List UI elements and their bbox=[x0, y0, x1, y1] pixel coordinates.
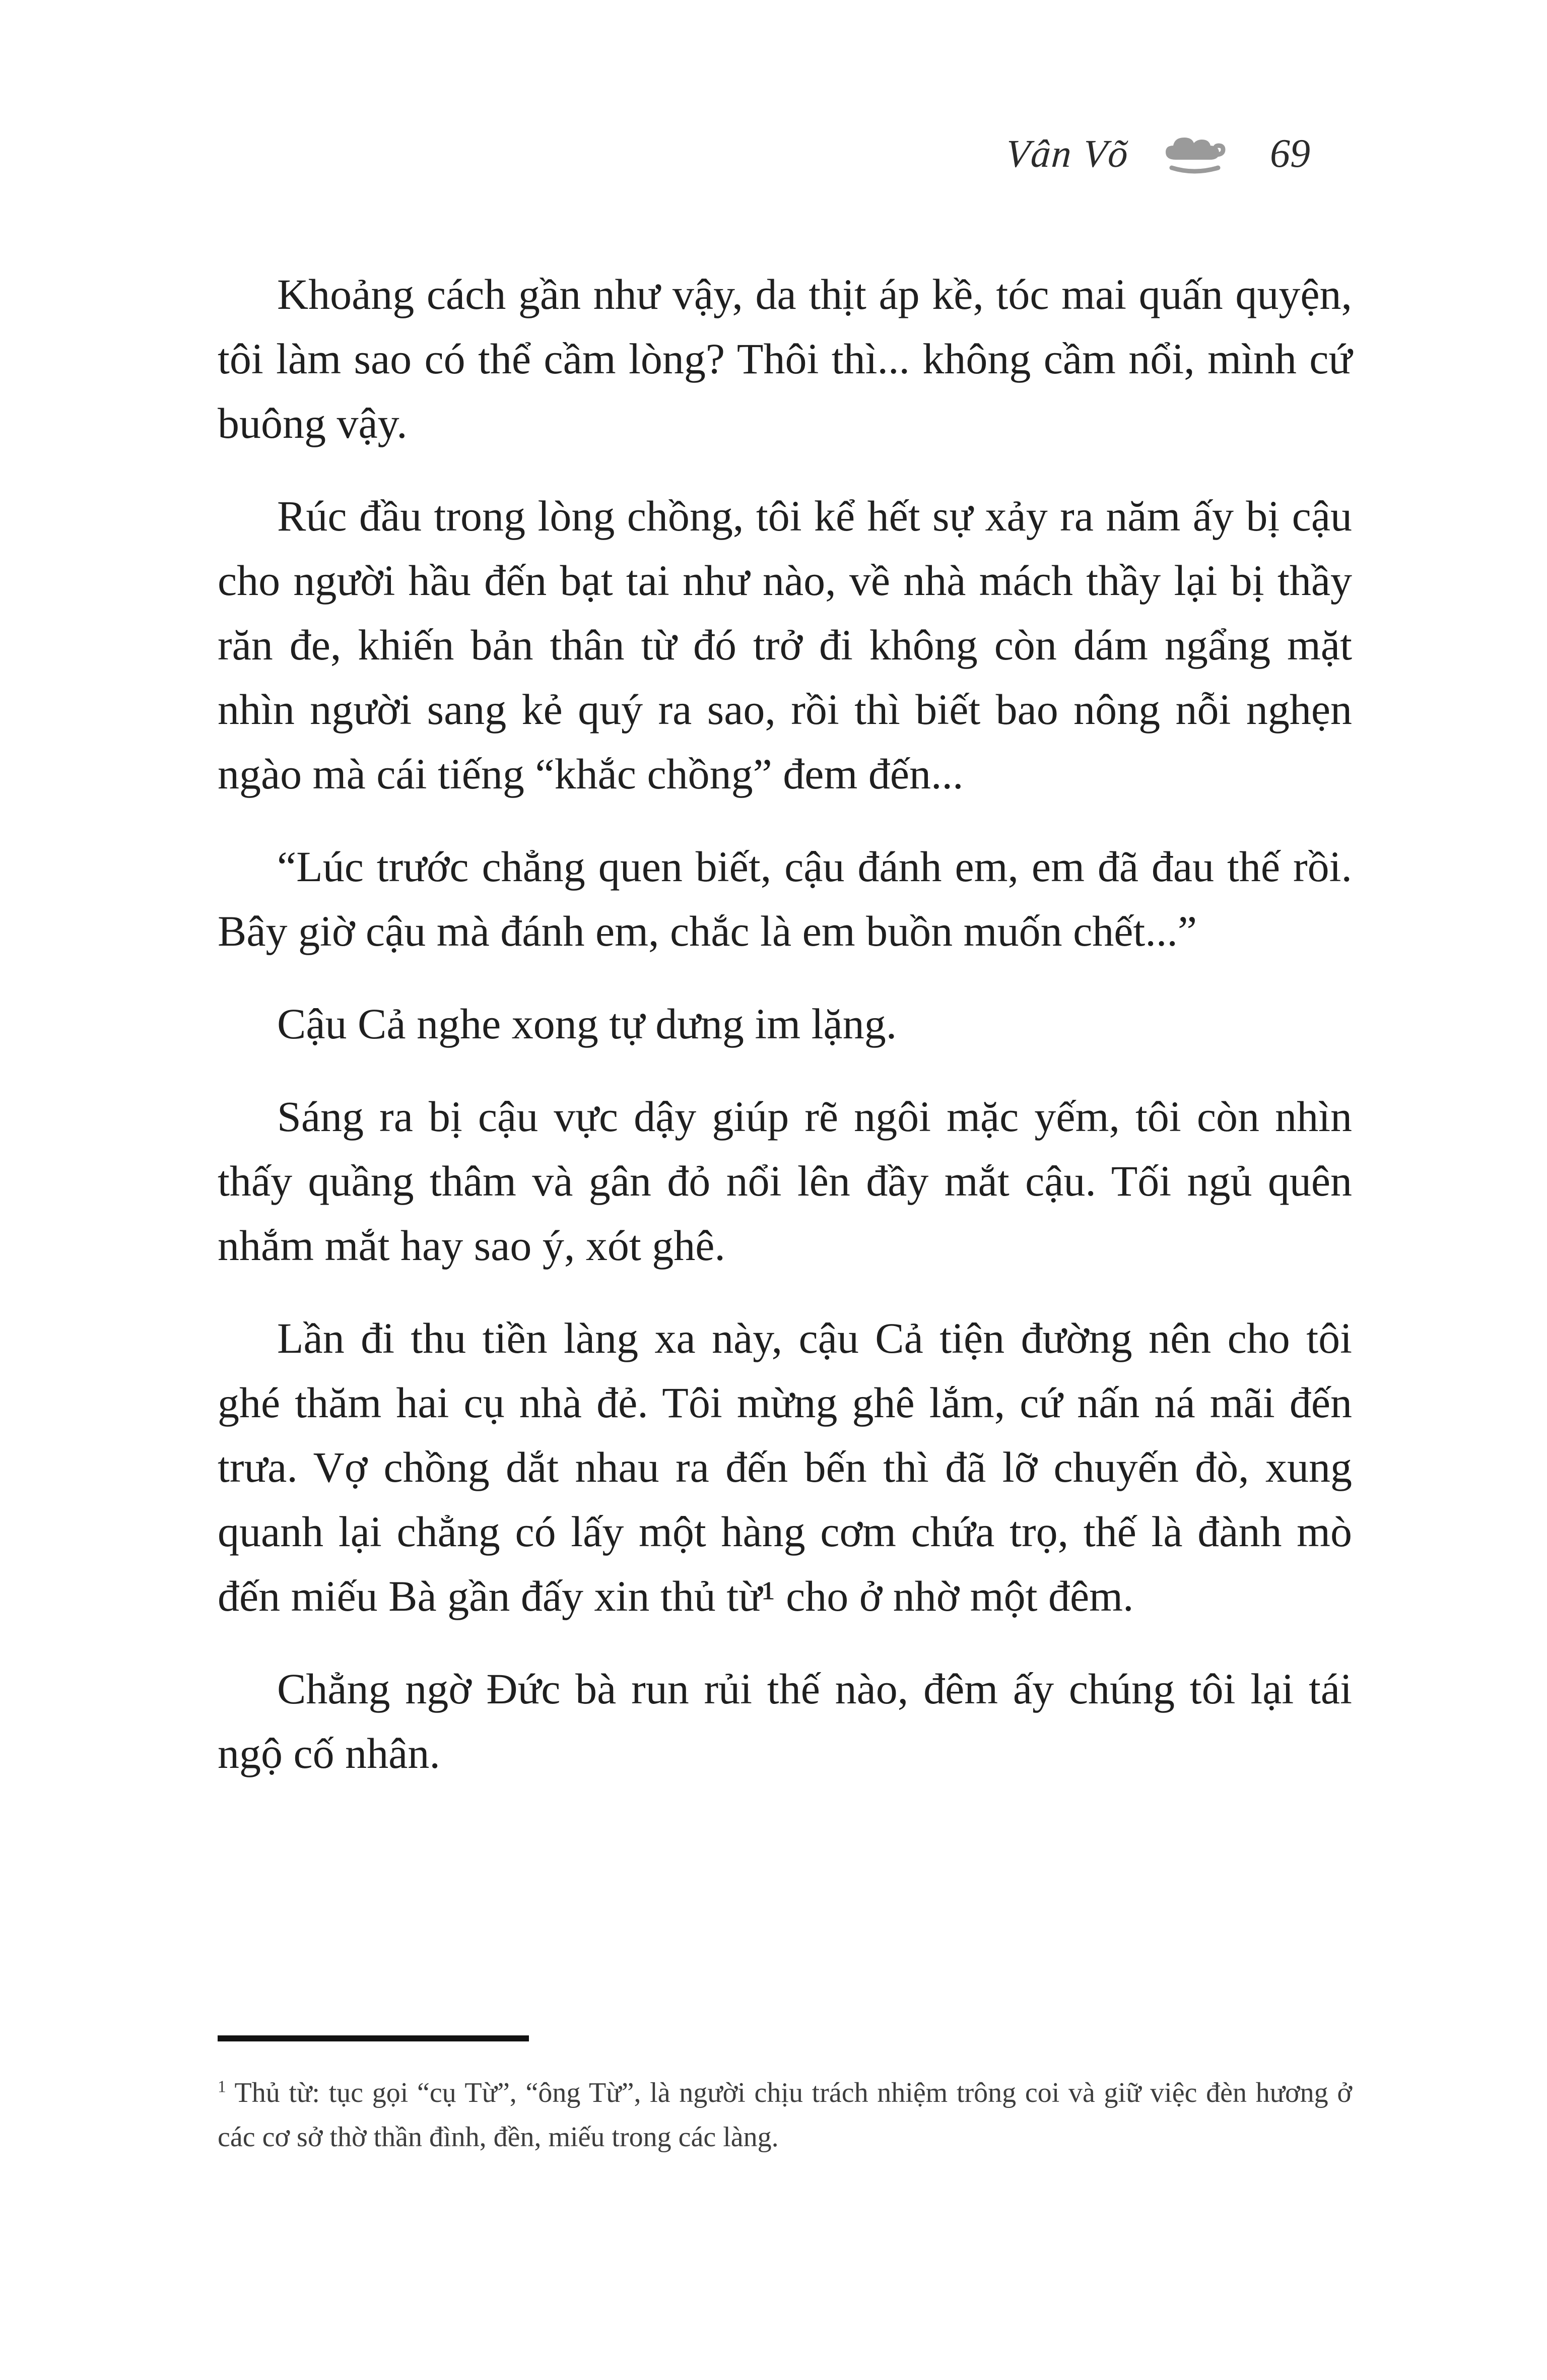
body-paragraph: Chẳng ngờ Đức bà run rủi thế nào, đêm ấy chúng tôi lại tái ngộ cố nhân. bbox=[218, 1665, 1352, 1777]
footnote-block bbox=[218, 2035, 1352, 2159]
footnote-body: Thủ từ: tục gọi “cụ Từ”, “ông Từ”, là người chịu trách nhiệm trông coi và giữ việc đèn hương ở các cơ sở thờ thần đình, đền, miếu trong các làng. bbox=[218, 2077, 1352, 2153]
body-paragraph-quote: “Lúc trước chẳng quen biết, cậu đánh em, em đã đau thế rồi. Bây giờ cậu mà đánh em, chắc là em buồn muốn chết...” bbox=[218, 842, 1352, 955]
chapter-title: Vân Võ bbox=[1004, 131, 1131, 175]
footnote-divider bbox=[218, 2035, 529, 2041]
body-text bbox=[218, 262, 1352, 1814]
body-paragraph: Rúc đầu trong lòng chồng, tôi kể hết sự xảy ra năm ấy bị cậu cho người hầu đến bạt tai như nào, về nhà mách thầy lại bị thầy răn đe, khiến bản thân từ đó trở đi không còn dám ngẩng mặt nhìn người sang kẻ quý ra sao, rồi thì biết bao nông nỗi nghẹn ngào mà cái tiếng “khắc chồng” đem đến... bbox=[218, 492, 1352, 798]
page-number: 69 bbox=[1270, 131, 1310, 176]
body-paragraph: Lần đi thu tiền làng xa này, cậu Cả tiện đường nên cho tôi ghé thăm hai cụ nhà đẻ. Tôi mừng ghê lắm, cứ nấn ná mãi đến trưa. Vợ chồng dắt nhau ra đến bến thì đã lỡ chuyến đò, xung quanh lại chẳng có lấy một hàng cơm chứa trọ, thế là đành mò đến miếu Bà gần đấy xin thủ từ¹ cho ở nhờ một đêm. bbox=[218, 1314, 1352, 1620]
running-header bbox=[1006, 128, 1310, 179]
footnote-text bbox=[218, 2071, 1352, 2159]
footnote-marker: 1 bbox=[218, 2077, 226, 2096]
body-paragraph: Sáng ra bị cậu vực dậy giúp rẽ ngôi mặc yếm, tôi còn nhìn thấy quầng thâm và gân đỏ nổi lên đầy mắt cậu. Tối ngủ quên nhắm mắt hay sao ý, xót ghê. bbox=[218, 1092, 1352, 1270]
body-paragraph: Cậu Cả nghe xong tự dưng im lặng. bbox=[277, 1000, 897, 1048]
body-paragraph: Khoảng cách gần như vậy, da thịt áp kề, tóc mai quấn quyện, tôi làm sao có thể cầm lòng? Thôi thì... không cầm nổi, mình cứ buông vậy. bbox=[218, 270, 1352, 447]
cloud-ornament-icon bbox=[1157, 128, 1242, 179]
